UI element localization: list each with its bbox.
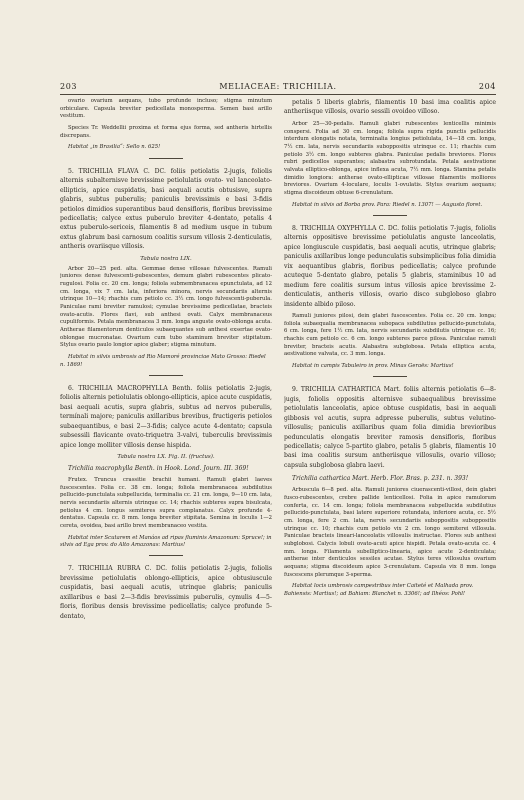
synonym-citation: Trichilia cathartica Mart. Herb. Flor. Bras. p. 231. n. 393! — [292, 475, 469, 483]
species-diagnosis: 9. TRICHILIA CATHARTICA Mart. foliis alternis petiolatis 6—8-jugis, foliolis oppositis alternisve subaequalibus brevissime petiolulatis lanceolatis, apice obtuse cuspidatis, basi in aequali gibbosis vel acutis, supra adpresse puberulis, subtus velutino-villosulis; paniculis axillaribus quam folia dimidia brevioribus pedunculatis elongatis breviter ramosis densifloris, floribus pedicellatis; calyce 5-partito glabro, petalis 5 glabris, filamentis 10 basi ima coalitis sursum antheriisque villosulis, ovario villoso; capsula subglobosa glabra laevi. — [284, 386, 496, 469]
running-title: MELIACEAE: TRICHILIA. — [219, 82, 337, 91]
plate-reference: Tabula nostra LX. Fig. II. (fructus). — [117, 453, 215, 460]
description-paragraph: Arbor 25—30-pedalis. Ramuli glabri rubescentes lenticellis minimis conspersi. Folia ad 30 cm. longa; foliola supra rigida punctis pellucidis interdum elongatis notata, terminalia longius petiolulata, 14—18 cm. longa, 7½ cm. lata, nervis secundariis suboppositis utrinque cc. 11; rhachis cum petiolo 3½ cm. longo subteres glabra. Paniculae pedalis breviores. Flores rubri pedicellos superantes; alabastra subrotundata. Petala aestivatione valvata elliptico-oblonga, apice inflexa acuta, 7½ mm. longa. Stamina petalis dimidio longiora: antherae ovato-ellipticae villosae filamentis molliores breviores. Ovarium 4-loculare, loculis 1-ovulatis. Stylus ovarium aequans; stigma discoideum obtuse 6-crenulatum. — [284, 120, 496, 196]
habitat-note: Habitat in silvis umbrosis ad Rio Mamoré provinciae Mato Grosso: Riedel n. 1869! — [60, 354, 266, 368]
species-diagnosis: 5. TRICHILIA FLAVA C. DC. foliis petiolatis 2-jugis, foliolis alternis subalternisve brevissime petiolulatis ovato- vel lanceolato-ellipticis, apice cuspidatis, basi aequali acutis obtusisve, supra glabris, subtus puberulis; paniculis brevissimis e basi 3-fidis petiolos dimidios superantibus baud densifloris, floribus brevissime pedicellatis; calyce extus puberulo breviter 4-dentato, petalis 4 extus puberulo-sericeis, filamentis 8 ad medium usque in tubum extus glabrum basi carnosum coalitis sursum villosis 2-denticulatis, antheris ovariisque villosis. — [60, 167, 272, 251]
habitat-note: Habitat inter Scutarem et Manáos ad ripas fluminis Amazonum: Spruce!; in silvis ad Ega prov. do Alto Amazonas: Martius! — [60, 534, 272, 549]
synonym-citation: Trichilia macrophylla Benth. in Hook. Lond. Journ. III. 369! — [68, 464, 249, 472]
section-divider — [149, 555, 183, 556]
description-paragraph: Arbuscula 6—8 ped. alta. Ramuli juniores ciuerascenti-villosi, dein glabri fusco-rubescentes, crebre pallide lenticellosi. Folia in apice ramulorum conferta, cc. 14 cm. longa; foliola membranacea subpellucida subdilutius pellucido-punctulata, basi latere superiore rotundata, inferiore acuta, cc. 5½ cm. longa, fere 2 cm. lata, nervis secundariis suboppositis suboppositis utrinque cc. 10; rhachis cum petiolo vix 2 cm. longo semiterei villosula. Paniculae bracteis lineari-lanceolatis villosulis instructae. Flores sub anthesi subglobosi. Calycis lobuli ovato-acuti apice hispidi. Petala ovato-acuta cc. 4 mm. longa. Filamenta subelliptico-linearia, apice acute 2-denticulata; antherae inter denticulos sessiles acutae. Stylus teres villosulus ovarium aequans; stigma discoideum apice 3-crenulatum. Capsula vix 8 mm. longa fuscescens plerumque 3-sperma. — [284, 487, 496, 578]
header-rule — [60, 94, 496, 95]
section-divider — [373, 376, 407, 377]
habitat-note: Habitat locis umbrosis campestribus inter Caiteté et Malhada prov. Bahiensis: Martius!; ad Bahiam: Blanchet n. 3306!; ad Ilhéos: Pohl! — [284, 583, 474, 597]
species-diagnosis: 8. TRICHILIA OXYPHYLLA C. DC. foliis petiolatis 7-jugis, foliolis alternis oppositisve brevissime petiolulatis anguste lanceolatis, apice longiuscule cuspidatis, basi aequali acutis, utrinque glabris; paniculis axillaribus longe pedunculatis subsimplicibus folia dimidia vix aequantibus glabris, floribus pedicellatis; calyce profunde acuteque 5-dentato glabro, petalis 5 glabris, staminibus 10 ad medium fere coalitis sursum intus villosis apice brevissime 2-denticulatis, antheris villosis, ovario disco subgloboso glabro insidente albido piloso. — [284, 225, 496, 308]
habitat-note: Habitat in silvis ad Borba prov. Para: Riedel n. 1307! — Augusto floret. — [292, 201, 483, 208]
description-paragraph: Species Tr. Weddellii proxima et forma ejus forma, sed antheris hirtellis discrepans. — [60, 125, 272, 139]
left-column — [60, 98, 272, 778]
running-header — [60, 82, 496, 94]
description-paragraph: ovario ovarium aequans, tubo profunde incluso; stigma minutum orbiculare. Capsula breviter pedicellata monosperma. Semen basi arillo vestitum. — [60, 98, 272, 120]
page-number-left: 203 — [60, 82, 78, 91]
page-number-right: 204 — [478, 82, 496, 91]
description-paragraph: Frutex. Truncus crassitie brachii humani. Ramuli glabri laeves fuscescentes. Folia cc. 38 cm. longa; foliola membranacea subdilutius pellucido-punctulata subpellucida, terminalia cc. 21 cm. longa, 9—10 cm. lata, nervis secundariis alternis utrinque cc. 14; rhachis subteres supra bisulcata, petiolus 4 cm. longus semiteres supra complanatus. Calyx profunde 4-dentatus. Capsula cc. 8 mm. longa breviter stipitata. Semina in loculis 1—2 cereta, ovoidea, basi arillo brevi membranaceo vestita. — [60, 476, 272, 529]
species-diagnosis: 6. TRICHILIA MACROPHYLLA Benth. foliis petiolatis 2-jugis, foliolis alternis petiolulatis oblongo-ellipticis, apice acute cuspidatis, basi aequali acutis, supra glabris, subtus ad nervos puberulis, termínali majore; paniculis axillaribus brevibus, fructigeris petiolos subaequantibus, e basi 2—3-fidis; calyce acute 4-dentato; capsula subsessili flavicante ovato-triquetra 3-valvi, tuberculis brevissimis apice longe molliter villosis dense hispida. — [60, 384, 272, 449]
plate-reference: Tabula nostra LIX. — [140, 255, 192, 262]
description-paragraph: Ramuli juniores pilosi, dein glabri fuscescentes. Folia cc. 20 cm. longa; foliola subaequalia membranacea subopaca subdilutius pellucido-punctulata, 6 cm. longa, fere 1½ cm. lata, nervis secundariis subdilutis utrinque cc. 16; rhachis cum petiolo cc. 6 cm. longo subteres parce pilosa. Paniculae ramuli breviter, bracteis acutis. Alabastra subglobosa. Petala elliptica acuta, aestivatione valvata, cc. 3 mm. longa. — [284, 312, 496, 358]
section-divider — [373, 215, 407, 216]
species-diagnosis: petalis 5 liberis glabris, filamentis 10 basi ima coalitis apice antheriisque villosis, ovario sessili ovoideo villoso. — [284, 99, 496, 116]
description-paragraph: Arbor 20—25 ped. alta. Gemmae dense villosae fulvescentes. Ramuli juniores dense fulvescenti-pubescentes, demum glabri rubescentes plicato-rugulosi. Folia cc. 20 cm. longa; foliola submembranacea epunctulata, ad 12 cm. longa, vix 7 cm. lata, inferiora minora, nervis secundariis alternis utrinque 10—14; rhachis cum petiolo cc. 3½ cm. longo fulvescenti-puberula. Paniculae rami breviter ramulosi; cymulae brevissime pedicellatae, bracteis ovato-acutis. Flores flavi, sub anthesi ovati. Calyx membranaceus cupuliformis. Petala membranacea 3 mm. longa anguste ovato-oblonga acuta. Antherae filamentorum denticulos subaequantes sub anthesi exsertae ovato-oblongae mucronatae. Ovarium cum tubo staminum breviter stipitatum. Stylus ovario paulo longior apice glaber; stigma minutum. — [60, 265, 272, 349]
section-divider — [149, 158, 183, 159]
habitat-note: Habitat „in Brasilia“: Sello n. 625! — [68, 144, 161, 151]
right-column — [284, 98, 496, 778]
species-diagnosis: 7. TRICHILIA RUBRA C. DC. foliis petiolatis 2-jugis, foliolis brevissime petiolulatis oblongo-ellipticis, apice obtusiuscule cuspidatis, basi aequali acutis, utrinque glabris; paniculis axillaribus e basi 2—3-fidis brevissimis puberulis, cymulis 4—5-floris, floribus densis brevissime pedicellatis; calyce profunde 5-dentato, — [60, 565, 272, 620]
habitat-note: Habitat in campis Tabuleiro in prov. Minas Geraës: Martius! — [292, 362, 454, 369]
section-divider — [149, 375, 183, 376]
